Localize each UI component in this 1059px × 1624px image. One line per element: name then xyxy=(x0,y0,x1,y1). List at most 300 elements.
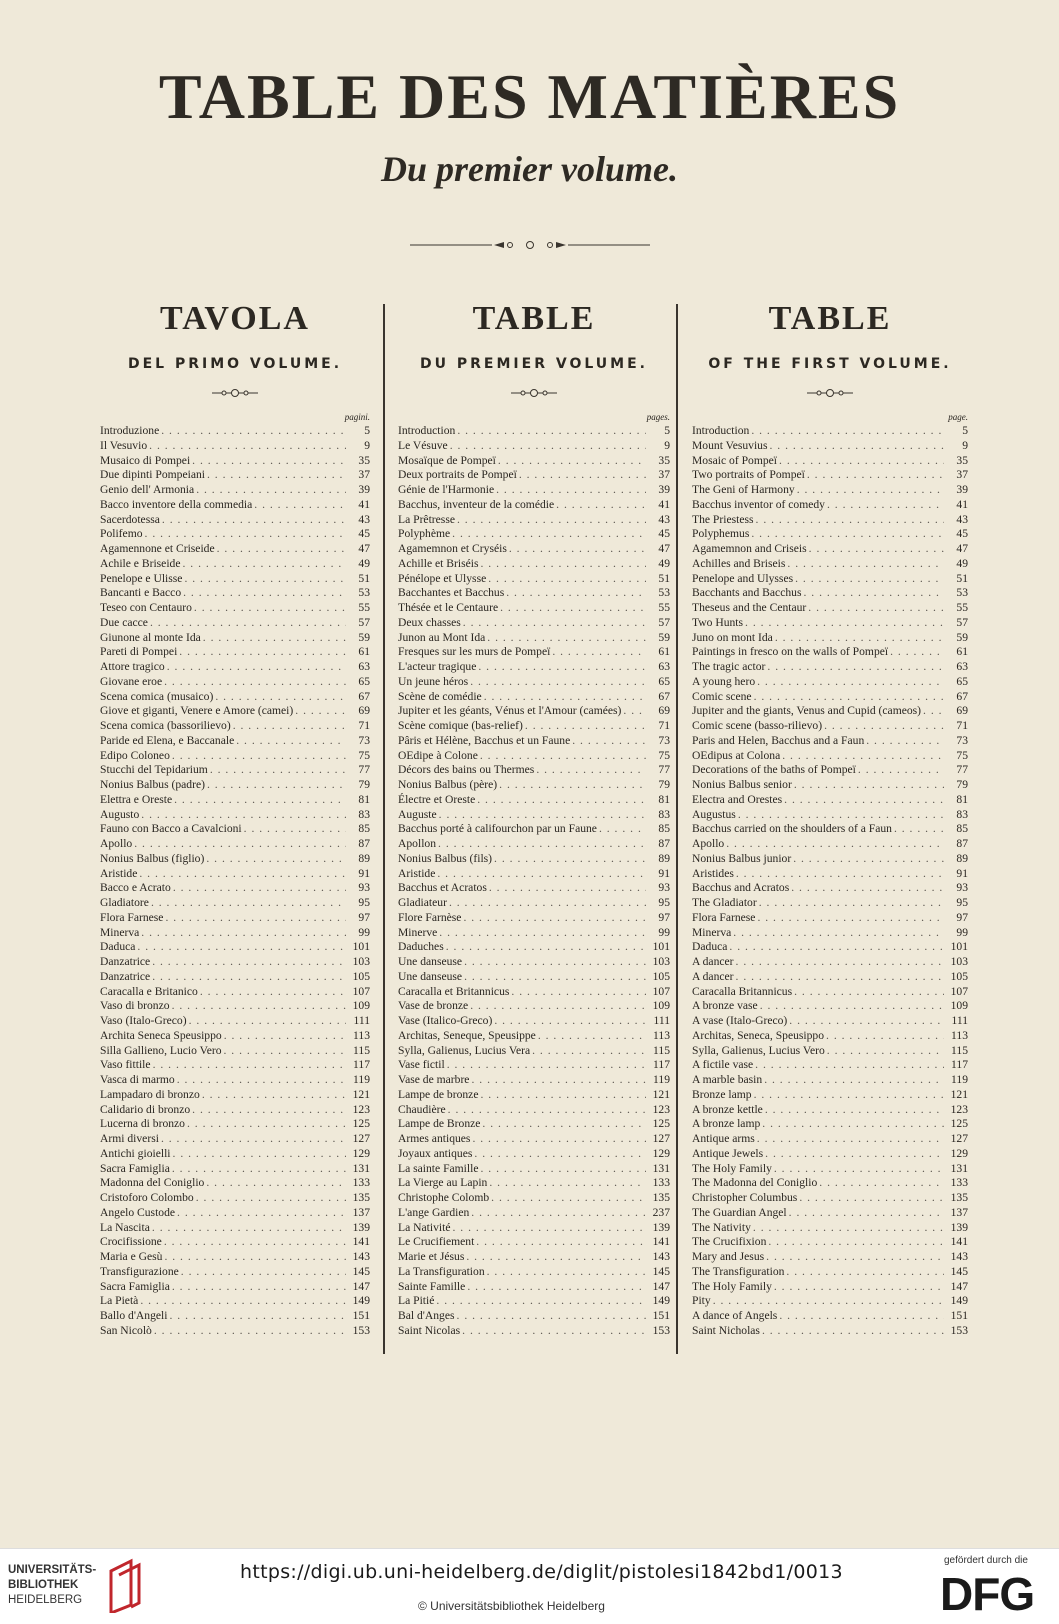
entry-page: 39 xyxy=(358,483,370,496)
toc-entry xyxy=(398,557,670,572)
toc-entry xyxy=(692,940,968,955)
dot-leader xyxy=(470,675,646,690)
dot-leader xyxy=(754,1088,944,1103)
entry-title: Comic scene (basso-rilievo) xyxy=(692,719,823,732)
dot-leader xyxy=(499,778,646,793)
entry-page: 121 xyxy=(352,1087,370,1101)
toc-entry xyxy=(398,1162,670,1177)
entry-page: 71 xyxy=(658,719,670,732)
dot-leader xyxy=(803,586,944,601)
entry-page: 43 xyxy=(358,512,370,526)
toc-entry xyxy=(398,970,670,985)
entry-page: 53 xyxy=(358,586,370,600)
entry-title: The Holy Family xyxy=(692,1279,772,1293)
entry-page: 121 xyxy=(652,1087,670,1101)
toc-entry xyxy=(100,719,370,734)
entry-page: 137 xyxy=(950,1205,968,1219)
dot-leader xyxy=(173,881,346,896)
entry-page: 37 xyxy=(658,468,670,482)
toc-entry xyxy=(398,1073,670,1088)
column-subheading: OF THE FIRST VOLUME. xyxy=(708,356,952,372)
toc-entry xyxy=(692,601,968,616)
entry-page: 57 xyxy=(658,615,670,629)
toc-entry xyxy=(398,1309,670,1324)
entry-title: Mosaic of Pompeï xyxy=(692,453,778,467)
entry-page: 83 xyxy=(358,807,370,821)
entry-page: 85 xyxy=(658,822,670,836)
dot-leader xyxy=(890,645,944,660)
toc-entry xyxy=(398,808,670,823)
entry-title: Scena comica (bassorilievo) xyxy=(100,719,231,732)
dot-leader xyxy=(464,970,646,985)
dot-leader xyxy=(532,1044,646,1059)
dot-leader xyxy=(759,896,944,911)
toc-entry xyxy=(398,1058,670,1073)
toc-entry xyxy=(398,749,670,764)
toc-entry xyxy=(398,1147,670,1162)
toc-entry xyxy=(100,1014,370,1029)
dot-leader xyxy=(764,1073,944,1088)
dot-leader xyxy=(153,1058,346,1073)
toc-entry xyxy=(100,1324,370,1339)
entry-title: Fauno con Bacco a Cavalcioni xyxy=(100,822,242,836)
entry-title: Saint Nicholas xyxy=(692,1323,760,1337)
toc-entry xyxy=(398,1265,670,1280)
dot-leader xyxy=(137,940,346,955)
toc-entry xyxy=(692,1147,968,1162)
toc-entry xyxy=(398,1280,670,1295)
entry-title: Minerva xyxy=(100,925,140,939)
entry-page: 115 xyxy=(951,1043,968,1057)
toc-entry xyxy=(100,940,370,955)
entry-page: 105 xyxy=(950,969,968,983)
entry-title: The Guardian Angel xyxy=(692,1205,787,1219)
toc-entry xyxy=(100,704,370,719)
entry-page: 141 xyxy=(950,1235,968,1249)
entry-title: Le Crucifiement xyxy=(398,1235,475,1249)
entry-page: 35 xyxy=(658,453,670,467)
toc-entry xyxy=(398,719,670,734)
column-heading: TAVOLA xyxy=(160,300,310,337)
entry-page: 93 xyxy=(358,881,370,895)
toc-entry xyxy=(100,1088,370,1103)
entry-page: 97 xyxy=(658,910,670,924)
entry-page: 45 xyxy=(956,527,968,541)
dot-leader xyxy=(779,1309,944,1324)
toc-entry xyxy=(398,940,670,955)
entry-page: 151 xyxy=(352,1309,370,1322)
entry-page: 67 xyxy=(956,689,968,703)
entry-title: Christophe Colomb xyxy=(398,1191,490,1204)
dot-leader xyxy=(480,749,646,764)
toc-entry xyxy=(692,513,968,528)
dot-leader xyxy=(782,749,944,764)
funding-note: gefördert durch die xyxy=(944,1555,1028,1566)
dot-leader xyxy=(134,837,346,852)
entry-page: 91 xyxy=(658,866,670,880)
entry-title: Sacerdotessa xyxy=(100,512,160,526)
page-subtitle: Du premier volume. xyxy=(381,149,678,189)
dot-leader xyxy=(164,675,346,690)
dot-leader xyxy=(450,439,646,454)
toc-entry xyxy=(398,527,670,542)
dot-leader xyxy=(787,557,944,572)
entry-page: 129 xyxy=(950,1146,968,1160)
permalink-url[interactable]: https://digi.ub.uni-heidelberg.de/diglit/pistolesi1842bd1/0013 xyxy=(240,1561,843,1583)
dot-leader xyxy=(437,867,646,882)
entry-title: Polifemo xyxy=(100,527,143,541)
entry-title: Agamemnon et Cryséis xyxy=(398,542,507,555)
toc-entry xyxy=(398,1132,670,1147)
dot-leader xyxy=(448,1103,646,1118)
entry-title: Thésée et le Centaure xyxy=(398,601,499,614)
toc-entry xyxy=(692,1088,968,1103)
entry-title: Archita Seneca Speusippo xyxy=(100,1028,222,1042)
dot-leader xyxy=(536,763,646,778)
entry-page: 131 xyxy=(352,1161,370,1175)
toc-entry xyxy=(398,1176,670,1191)
entry-page: 63 xyxy=(658,660,670,673)
entry-title: Vase de bronze xyxy=(398,999,469,1013)
entry-title: A young hero xyxy=(692,674,756,688)
entry-title: The Madonna del Coniglio xyxy=(692,1176,818,1190)
dot-leader xyxy=(599,822,646,837)
entry-title: Due dipinti Pompeiani xyxy=(100,468,205,482)
dot-leader xyxy=(793,852,944,867)
toc-entry xyxy=(398,690,670,705)
toc-entry xyxy=(398,454,670,469)
entry-page: 55 xyxy=(658,601,670,614)
dot-leader xyxy=(491,1191,646,1206)
entry-title: Chaudière xyxy=(398,1102,446,1116)
entry-page: 45 xyxy=(358,527,370,541)
entry-title: La Prêtresse xyxy=(398,512,455,526)
dot-leader xyxy=(866,734,944,749)
dot-leader xyxy=(224,1029,346,1044)
dot-leader xyxy=(151,896,346,911)
dot-leader xyxy=(173,1147,346,1162)
dot-leader xyxy=(494,852,646,867)
dot-leader xyxy=(753,1221,944,1236)
toc-entry xyxy=(398,822,670,837)
dot-leader xyxy=(774,1280,944,1295)
entry-title: Aristides xyxy=(692,866,734,880)
entry-title: Electra and Orestes xyxy=(692,792,783,806)
dot-leader xyxy=(775,631,944,646)
entry-page: 129 xyxy=(352,1146,370,1160)
dot-leader xyxy=(438,837,646,852)
dot-leader xyxy=(189,1014,346,1029)
toc-entry xyxy=(100,424,370,439)
entry-page: 89 xyxy=(358,851,370,865)
entry-page: 133 xyxy=(950,1176,968,1190)
entry-title: Vaso fittile xyxy=(100,1058,151,1072)
entry-title: Pénélope et Ulysse xyxy=(398,571,487,585)
toc-entry xyxy=(398,1088,670,1103)
entry-page: 117 xyxy=(951,1058,968,1072)
entry-page: 73 xyxy=(358,733,370,747)
entry-title: Bancanti e Bacco xyxy=(100,586,182,600)
dot-leader xyxy=(172,749,346,764)
dot-leader xyxy=(477,793,646,808)
entry-page: 49 xyxy=(358,556,370,570)
column-french xyxy=(398,300,670,1339)
entry-title: Achile e Briseide xyxy=(100,556,181,570)
entry-title: Nonius Balbus (fils) xyxy=(398,851,493,865)
entry-title: Giovane eroe xyxy=(100,674,163,688)
entry-title: Bacco inventore della commedia xyxy=(100,497,253,511)
dot-leader xyxy=(779,454,944,469)
toc-entry xyxy=(692,749,968,764)
dot-leader xyxy=(187,1117,346,1132)
toc-entry xyxy=(398,763,670,778)
toc-entry xyxy=(398,999,670,1014)
entry-page: 133 xyxy=(652,1176,670,1190)
entry-page: 67 xyxy=(658,689,670,703)
toc-entry xyxy=(692,645,968,660)
entry-title: La Nativité xyxy=(398,1220,451,1234)
entry-page: 83 xyxy=(956,807,968,821)
entry-page: 37 xyxy=(358,468,370,482)
toc-entry xyxy=(692,1250,968,1265)
entry-title: Madonna del Coniglio xyxy=(100,1176,205,1190)
entry-page: 153 xyxy=(950,1323,968,1337)
toc-entry xyxy=(100,911,370,926)
dot-leader xyxy=(177,1073,346,1088)
entry-page: 77 xyxy=(358,763,370,777)
entry-title: Auguste xyxy=(398,807,437,821)
entry-page: 115 xyxy=(653,1043,670,1057)
toc-entry xyxy=(398,675,670,690)
entry-page: 61 xyxy=(358,645,370,659)
column-divider-left xyxy=(383,304,385,1354)
toc-entry xyxy=(692,1162,968,1177)
entry-page: 153 xyxy=(352,1323,370,1337)
entry-title: Scena comica (musaico) xyxy=(100,689,214,703)
toc-entry xyxy=(398,1014,670,1029)
entry-title: Flore Farnèse xyxy=(398,910,462,924)
toc-entry xyxy=(692,808,968,823)
dot-leader xyxy=(169,1309,346,1324)
toc-entry xyxy=(100,601,370,616)
toc-entry xyxy=(692,926,968,941)
dot-leader xyxy=(768,1235,944,1250)
dot-leader xyxy=(471,1073,646,1088)
entry-page: 123 xyxy=(652,1102,670,1116)
toc-entry xyxy=(100,1235,370,1250)
toc-entry xyxy=(692,439,968,454)
entry-page: 107 xyxy=(352,984,370,998)
entry-page: 149 xyxy=(352,1294,370,1308)
toc-entry xyxy=(398,616,670,631)
entry-page: 59 xyxy=(956,630,968,644)
toc-entry xyxy=(100,1250,370,1265)
entry-page: 145 xyxy=(950,1264,968,1278)
toc-entry xyxy=(398,572,670,587)
dot-leader xyxy=(149,439,346,454)
entry-page: 237 xyxy=(652,1205,670,1219)
dot-leader xyxy=(762,1117,944,1132)
toc-entry xyxy=(692,1280,968,1295)
entry-title: La sainte Famille xyxy=(398,1161,479,1175)
entry-title: Polyphème xyxy=(398,527,451,541)
dot-leader xyxy=(207,778,346,793)
entry-page: 89 xyxy=(956,851,968,865)
entry-page: 9 xyxy=(664,438,670,452)
entry-title: Genio dell' Armonia xyxy=(100,483,195,496)
dot-leader xyxy=(765,1147,944,1162)
entry-title: Agamennone et Criseide xyxy=(100,542,215,555)
dot-leader xyxy=(713,1294,944,1309)
entry-title: Nonius Balbus senior xyxy=(692,778,792,791)
dot-leader xyxy=(139,867,346,882)
entry-title: The Transfiguration xyxy=(692,1264,785,1278)
toc-list xyxy=(100,424,370,1339)
entry-title: Daduches xyxy=(398,940,444,954)
toc-entry xyxy=(692,793,968,808)
toc-entry xyxy=(398,1324,670,1339)
toc-entry xyxy=(398,778,670,793)
entry-page: 83 xyxy=(658,807,670,821)
toc-entry xyxy=(100,1280,370,1295)
column-heading: TABLE xyxy=(768,300,892,337)
dot-leader xyxy=(140,1294,346,1309)
dot-leader xyxy=(762,1324,944,1339)
toc-entry xyxy=(100,645,370,660)
dot-leader xyxy=(494,1014,646,1029)
entry-title: Penelope and Ulysses xyxy=(692,571,794,585)
entry-page: 93 xyxy=(956,881,968,895)
dot-leader xyxy=(439,926,646,941)
dot-leader xyxy=(500,601,646,616)
dot-leader xyxy=(757,1132,944,1147)
entry-title: Two portraits of Pompeï xyxy=(692,468,805,482)
dot-leader xyxy=(182,557,346,572)
entry-title: Génie de l'Harmonie xyxy=(398,483,495,496)
toc-entry xyxy=(398,483,670,498)
entry-page: 57 xyxy=(956,615,968,629)
entry-title: Bacco e Acrato xyxy=(100,881,171,895)
entry-page: 119 xyxy=(353,1073,370,1086)
dot-leader xyxy=(179,645,346,660)
entry-title: Sacra Famiglia xyxy=(100,1161,170,1175)
entry-page: 67 xyxy=(358,689,370,703)
toc-entry xyxy=(692,1103,968,1118)
toc-entry xyxy=(100,1162,370,1177)
toc-entry xyxy=(398,1044,670,1059)
dot-leader xyxy=(167,660,346,675)
dot-leader xyxy=(471,1206,646,1221)
entry-page: 101 xyxy=(352,940,370,954)
column-heading: TABLE xyxy=(472,300,596,337)
column-subheading: DU PREMIER VOLUME. xyxy=(420,356,648,372)
entry-title: Bacchus inventor of comedy xyxy=(692,497,825,511)
dot-leader xyxy=(774,1162,944,1177)
entry-page: 113 xyxy=(653,1028,670,1042)
toc-entry xyxy=(398,468,670,483)
dot-leader xyxy=(165,911,346,926)
entry-title: La Pietà xyxy=(100,1294,139,1308)
entry-page: 41 xyxy=(658,497,670,511)
entry-title: Attore tragico xyxy=(100,660,165,673)
entry-title: Bacchus and Acratos xyxy=(692,881,790,895)
toc-entry xyxy=(692,1058,968,1073)
dot-leader xyxy=(141,926,346,941)
dot-leader xyxy=(207,468,346,483)
entry-title: Crocifissione xyxy=(100,1235,162,1249)
entry-page: 55 xyxy=(358,601,370,614)
dot-leader xyxy=(161,424,346,439)
entry-page: 53 xyxy=(658,586,670,600)
dot-leader xyxy=(538,1029,646,1044)
entry-title: Caracalla Britannicus xyxy=(692,984,793,998)
entry-title: Daduca xyxy=(100,940,136,954)
entry-title: A dancer xyxy=(692,955,734,968)
entry-title: Theseus and the Centaur xyxy=(692,601,807,614)
entry-page: 153 xyxy=(652,1323,670,1337)
toc-entry xyxy=(398,1250,670,1265)
entry-title: Bacchus et Acratos xyxy=(398,881,487,895)
entry-page: 115 xyxy=(353,1043,370,1057)
toc-entry xyxy=(692,1044,968,1059)
page-title: TABLE DES MATIÈRES xyxy=(158,61,901,132)
library-name-line: BIBLIOTHEK xyxy=(8,1579,79,1591)
entry-title: Pareti di Pompei xyxy=(100,645,178,659)
entry-page: 65 xyxy=(658,674,670,688)
entry-page: 35 xyxy=(358,453,370,467)
dot-leader xyxy=(447,1058,646,1073)
dot-leader xyxy=(295,704,346,719)
entry-title: Sylla, Galienus, Lucius Vero xyxy=(692,1043,825,1057)
entry-page: 47 xyxy=(658,542,670,555)
toc-entry xyxy=(692,616,968,631)
entry-title: La Pitié xyxy=(398,1294,435,1308)
dot-leader xyxy=(463,911,646,926)
entry-page: 111 xyxy=(653,1014,670,1027)
entry-page: 65 xyxy=(358,674,370,688)
toc-entry xyxy=(100,1176,370,1191)
entry-page: 55 xyxy=(956,601,968,614)
toc-entry xyxy=(398,1294,670,1309)
entry-title: Angelo Custode xyxy=(100,1205,176,1219)
dot-leader xyxy=(254,498,346,513)
entry-page: 119 xyxy=(951,1073,968,1086)
dot-leader xyxy=(757,911,944,926)
entry-page: 127 xyxy=(950,1132,968,1145)
dot-leader xyxy=(736,955,944,970)
toc-entry xyxy=(100,1191,370,1206)
entry-title: Vase fictil xyxy=(398,1058,445,1072)
entry-title: Apollon xyxy=(398,837,437,850)
toc-entry xyxy=(398,439,670,454)
entry-title: Deux chasses xyxy=(398,615,461,629)
entry-page: 109 xyxy=(950,999,968,1013)
entry-page: 47 xyxy=(358,542,370,555)
entry-page: 49 xyxy=(658,556,670,570)
entry-title: Vaso (Italo-Greco) xyxy=(100,1014,187,1027)
entry-title: Cristoforo Colombo xyxy=(100,1191,194,1204)
entry-title: Caracalla et Britannicus xyxy=(398,984,510,998)
entry-title: Ballo d'Angeli xyxy=(100,1309,168,1322)
entry-page: 107 xyxy=(950,984,968,998)
entry-page: 49 xyxy=(956,556,968,570)
entry-page: 79 xyxy=(956,778,968,791)
toc-entry xyxy=(692,1191,968,1206)
entry-page: 81 xyxy=(358,792,370,806)
toc-entry xyxy=(398,881,670,896)
entry-title: Edipo Coloneo xyxy=(100,748,170,762)
entry-title: Gladiateur xyxy=(398,896,447,909)
